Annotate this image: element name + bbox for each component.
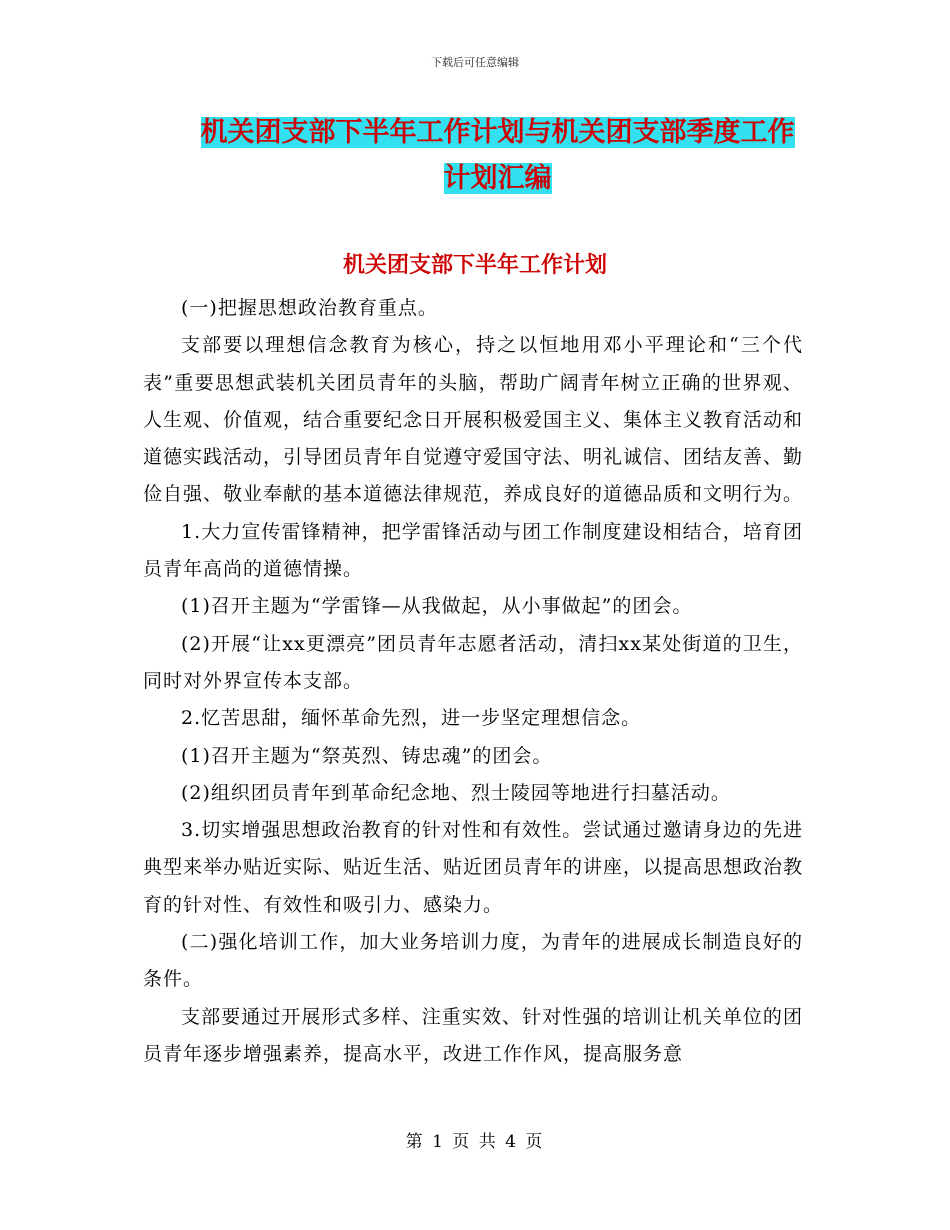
paragraph: (1)召开主题为“祭英烈、铸忠魂”的团会。 xyxy=(181,744,553,767)
paragraph: (2)组织团员青年到革命纪念地、烈士陵园等地进行扫墓活动。 xyxy=(181,781,731,804)
header-note: 下载后可任意编辑 xyxy=(431,56,519,69)
document-title xyxy=(190,110,805,202)
paragraph: (1)召开主题为“学雷锋—从我做起，从小事做起”的团会。 xyxy=(181,595,693,618)
document-body xyxy=(143,290,803,1073)
paragraph: (一)把握思想政治教育重点。 xyxy=(181,297,438,319)
paragraph: 支部要通过开展形式多样、注重实效、针对性强的培训让机关单位的团员青年逐步增强素养，提高水平，改进工作作风，提高服务意 xyxy=(143,1005,803,1065)
section-title: 机关团支部下半年工作计划 xyxy=(342,253,607,278)
paragraph: 1.大力宣传雷锋精神，把学雷锋活动与团工作制度建设相结合，培育团员青年高尚的道德情操。 xyxy=(143,520,803,581)
document-title-text: 机关团支部下半年工作计划与机关团支部季度工作计划汇编 xyxy=(200,117,795,194)
paragraph: (二)强化培训工作，加大业务培训力度，为青年的进展成长制造良好的条件。 xyxy=(143,931,803,991)
paragraph: 2.忆苦思甜，缅怀革命先烈，进一步坚定理想信念。 xyxy=(181,707,642,730)
paragraph: 支部要以理想信念教育为核心，持之以恒地用邓小平理论和“三个代表”重要思想武装机关团员青年的头脑，帮助广阔青年树立正确的世界观、人生观、价值观，结合重要纪念日开展积极爱国主义、集体主义教育活动和道德实践活动，引导团员青年自觉遵守爱国守法、明礼诚信、团结友善、勤俭自强、敬业奉献的基本道德法律规范，养成良好的道德品质和文明行为。 xyxy=(143,334,804,506)
paragraph: 3.切实增强思想政治教育的针对性和有效性。尝试通过邀请身边的先进典型来举办贴近实际、贴近生活、贴近团员青年的讲座，以提高思想政治教育的针对性、有效性和吸引力、感染力。 xyxy=(143,819,804,916)
page-footer: 第 1 页 共 4 页 xyxy=(405,1132,545,1152)
paragraph: (2)开展“让xx更漂亮”团员青年志愿者活动，清扫xx某处街道的卫生，同时对外界宣传本支部。 xyxy=(143,632,803,692)
